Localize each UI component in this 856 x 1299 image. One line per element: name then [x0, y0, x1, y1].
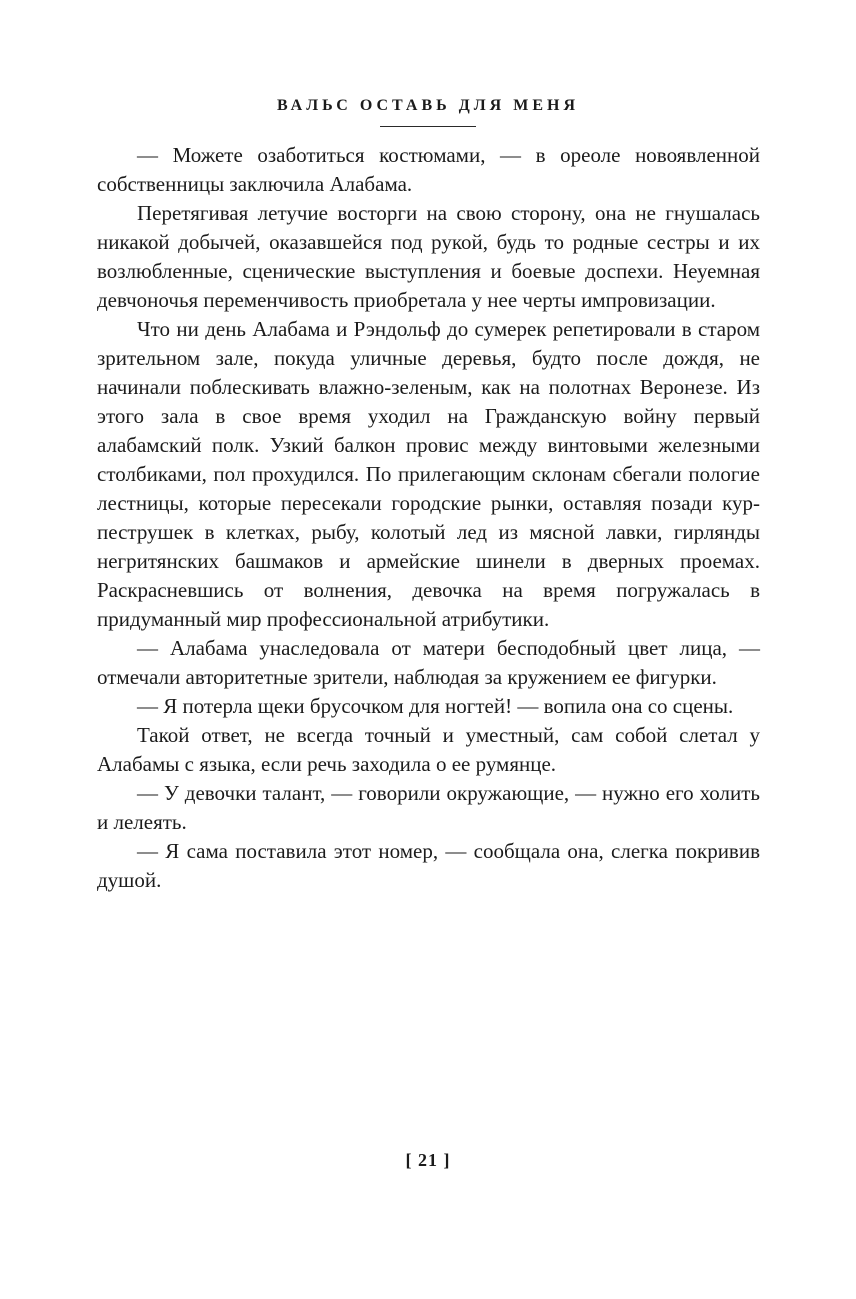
paragraph: — Я потерла щеки брусочком для ногтей! — вопила она со сцены.	[137, 694, 734, 718]
paragraph: Такой ответ, не всегда точный и уместный, сам собой слетал у Алабамы с языка, если речь заходила о ее румянце.	[97, 723, 760, 776]
running-title: ВАЛЬС ОСТАВЬ ДЛЯ МЕНЯ	[276, 97, 579, 114]
page-number: [ 21 ]	[405, 1150, 451, 1170]
header-rule	[380, 126, 476, 127]
paragraph: — Алабама унаследовала от матери бесподобный цвет лица, — отмечали авторитетные зрители, наблюдая за кружением ее фигурки.	[97, 636, 760, 689]
page-body	[97, 141, 760, 895]
paragraph: — У девочки талант, — говорили окружающие, — нужно его холить и лелеять.	[97, 781, 760, 834]
paragraph: Что ни день Алабама и Рэндольф до сумерек репетировали в старом зрительном зале, покуда уличные деревья, будто после дождя, не начинали поблескивать влажно-зеленым, как на полотнах Веронезе. Из этого зала в свое время уходил на Гражданскую войну первый алабамский полк. Узкий балкон провис между винтовыми железными столбиками, пол прохудился. По прилегающим склонам сбегали пологие лестницы, которые пересекали городские рынки, оставляя позади кур-пеструшек в клетках, рыбу, колотый лед из мясной лавки, гирлянды негритянских башмаков и армейские шинели в дверных проемах. Раскрасневшись от волнения, девочка на время погружалась в придуманный мир профессиональной атрибутики.	[97, 317, 760, 631]
paragraph: — Я сама поставила этот номер, — сообщала она, слегка покривив душой.	[97, 839, 760, 892]
paragraph: — Можете озаботиться костюмами, — в ореоле новоявленной собственницы заключила Алабама.	[97, 143, 760, 196]
paragraph: Перетягивая летучие восторги на свою сторону, она не гнушалась никакой добычей, оказавшейся под рукой, будь то родные сестры и их возлюбленные, сценические выступления и боевые доспехи. Неуемная девчоночья переменчивость приобретала у нее черты импровизации.	[97, 201, 760, 312]
